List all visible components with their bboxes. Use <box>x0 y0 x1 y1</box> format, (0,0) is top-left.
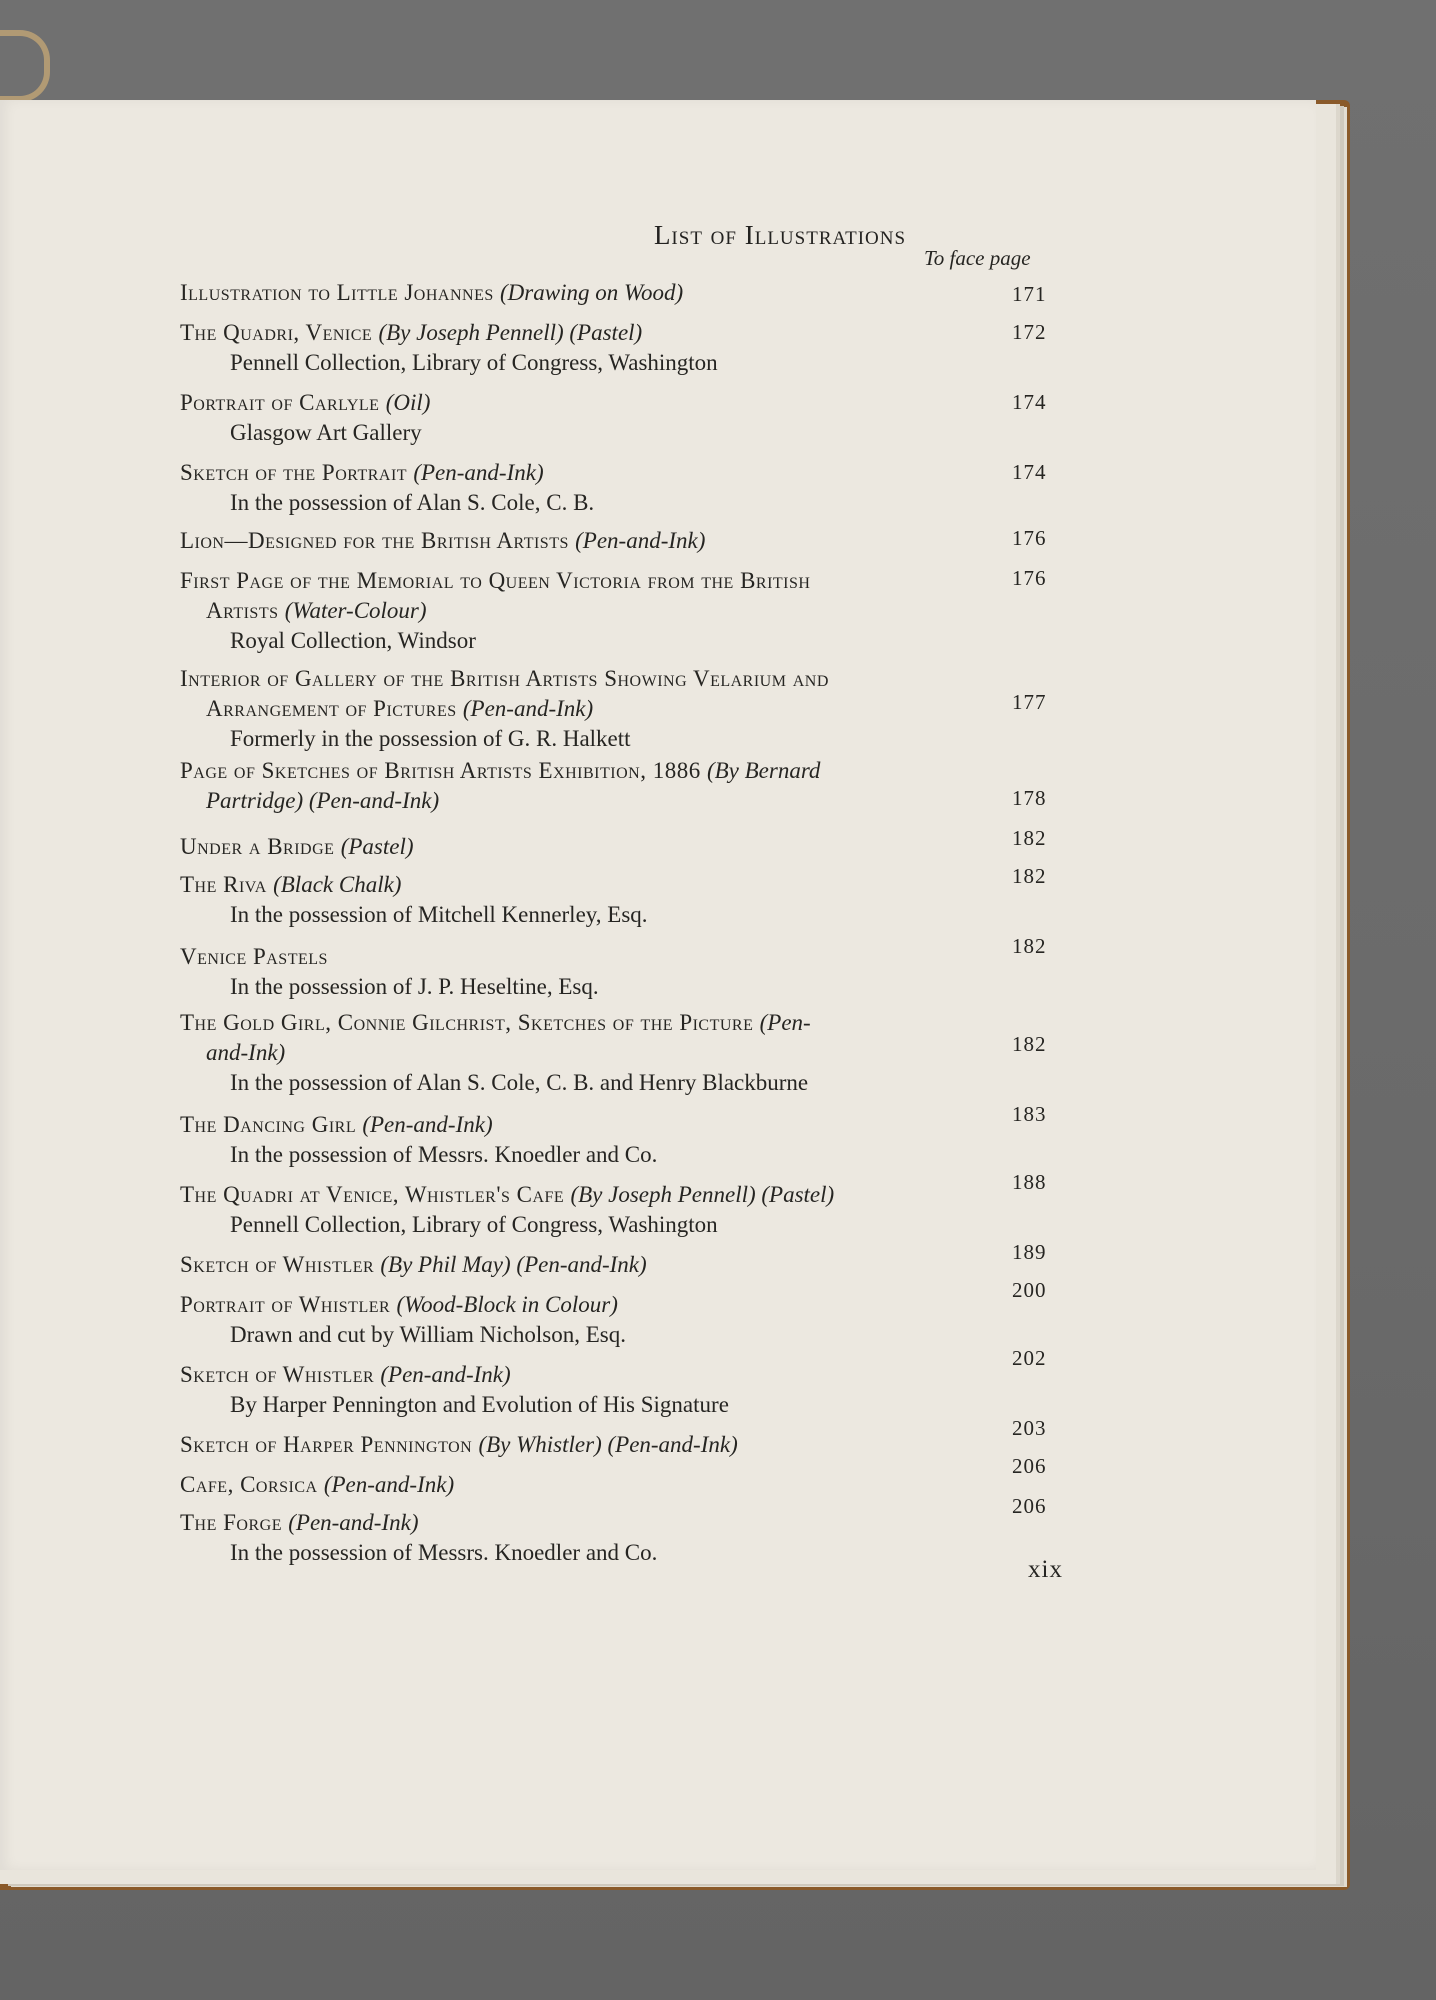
entry-provenance: Drawn and cut by William Nicholson, Esq. <box>230 1322 626 1347</box>
page-number: 177 <box>1012 690 1047 714</box>
list-item <box>180 318 1000 378</box>
list-item <box>180 664 1000 754</box>
list-item <box>180 1430 1000 1460</box>
list-item <box>180 458 1000 518</box>
entry-title: Sketch of Whistler (By Phil May) (Pen-and-Ink) <box>180 1252 647 1277</box>
entry-title: The Dancing Girl (Pen-and-Ink) <box>180 1112 493 1137</box>
page-number: 203 <box>1012 1416 1047 1440</box>
list-item <box>180 1110 1000 1170</box>
entry-title: Portrait of Carlyle (Oil) <box>180 390 431 415</box>
page-number: 171 <box>1012 282 1047 306</box>
list-item <box>180 566 1000 656</box>
page-number: 178 <box>1012 786 1047 810</box>
entry-title: Sketch of Harper Pennington (By Whistler) (Pen-and-Ink) <box>180 1432 738 1457</box>
entry-title: Illustration to Little Johannes (Drawing on Wood) <box>180 280 684 305</box>
entry-title: Sketch of Whistler (Pen-and-Ink) <box>180 1362 511 1387</box>
entry-provenance: Pennell Collection, Library of Congress, Washington <box>230 1212 718 1237</box>
page-number: 176 <box>1012 566 1047 590</box>
page-number: 172 <box>1012 320 1047 344</box>
entry-title: Lion—Designed for the British Artists (Pen-and-Ink) <box>180 528 706 553</box>
entry-title: The Quadri at Venice, Whistler's Cafe (By Joseph Pennell) (Pastel) <box>180 1182 835 1207</box>
binding-ring <box>0 30 50 102</box>
entry-title: Portrait of Whistler (Wood-Block in Colour) <box>180 1292 618 1317</box>
entry-title: Interior of Gallery of the British Artists Showing Velarium and Arrangement of Pictures (Pen-and-Ink) <box>180 666 829 721</box>
list-item <box>180 1008 1000 1098</box>
entry-provenance: In the possession of Alan S. Cole, C. B. <box>230 490 595 515</box>
page-number: 189 <box>1012 1240 1047 1264</box>
page-number: 176 <box>1012 526 1047 550</box>
page-number: 182 <box>1012 1032 1047 1056</box>
entry-title: The Forge (Pen-and-Ink) <box>180 1510 419 1535</box>
page-number: 182 <box>1012 934 1047 958</box>
entry-title: First Page of the Memorial to Queen Victoria from the British Artists (Water-Colour) <box>180 568 811 623</box>
entry-provenance: In the possession of Mitchell Kennerley, Esq. <box>230 902 648 927</box>
page-number: 202 <box>1012 1346 1047 1370</box>
list-item <box>180 870 1000 930</box>
entry-title: Venice Pastels <box>180 944 328 969</box>
page-number: 206 <box>1012 1454 1047 1478</box>
list-item <box>180 832 1000 862</box>
entry-title: Cafe, Corsica (Pen-and-Ink) <box>180 1472 455 1497</box>
list-item <box>180 942 1000 1002</box>
list-item <box>180 1360 1000 1420</box>
page-number: 188 <box>1012 1170 1047 1194</box>
list-item <box>180 388 1000 448</box>
list-item <box>180 526 1000 556</box>
list-item <box>180 278 1000 308</box>
page-number: 182 <box>1012 864 1047 888</box>
entry-provenance: By Harper Pennington and Evolution of His Signature <box>230 1392 729 1417</box>
entry-provenance: Royal Collection, Windsor <box>230 628 476 653</box>
list-item <box>180 1180 1000 1240</box>
entry-provenance: Formerly in the possession of G. R. Halkett <box>230 726 631 751</box>
entry-provenance: In the possession of Alan S. Cole, C. B. and Henry Blackburne <box>230 1070 809 1095</box>
folio-page-number: xix <box>1028 1556 1063 1583</box>
page-number: 200 <box>1012 1278 1047 1302</box>
entry-title: The Riva (Black Chalk) <box>180 872 402 897</box>
page-number: 174 <box>1012 390 1047 414</box>
page-number: 174 <box>1012 460 1047 484</box>
entry-title: The Quadri, Venice (By Joseph Pennell) (Pastel) <box>180 320 643 345</box>
page-number: 182 <box>1012 826 1047 850</box>
list-item <box>180 1470 1000 1500</box>
entry-provenance: In the possession of Messrs. Knoedler and Co. <box>230 1540 658 1565</box>
page-number: 206 <box>1012 1494 1047 1518</box>
entry-provenance: In the possession of Messrs. Knoedler and Co. <box>230 1142 658 1167</box>
page-heading: List of Illustrations <box>653 220 907 250</box>
entry-provenance: In the possession of J. P. Heseltine, Esq. <box>230 974 599 999</box>
list-item <box>180 1508 1000 1568</box>
entry-title: The Gold Girl, Connie Gilchrist, Sketches of the Picture (Pen- and-Ink) <box>180 1010 811 1065</box>
entry-title: Page of Sketches of British Artists Exhibition, 1886 (By Bernard Partridge) (Pen-and-Ink) <box>180 758 821 813</box>
list-item <box>180 756 1000 816</box>
entry-provenance: Glasgow Art Gallery <box>230 420 422 445</box>
page-number: 183 <box>1012 1102 1047 1126</box>
list-item <box>180 1250 1000 1280</box>
entry-title: Sketch of the Portrait (Pen-and-Ink) <box>180 460 544 485</box>
column-header: To face page <box>924 246 1031 270</box>
entry-title: Under a Bridge (Pastel) <box>180 834 414 859</box>
entry-provenance: Pennell Collection, Library of Congress, Washington <box>230 350 718 375</box>
list-item <box>180 1290 1000 1350</box>
